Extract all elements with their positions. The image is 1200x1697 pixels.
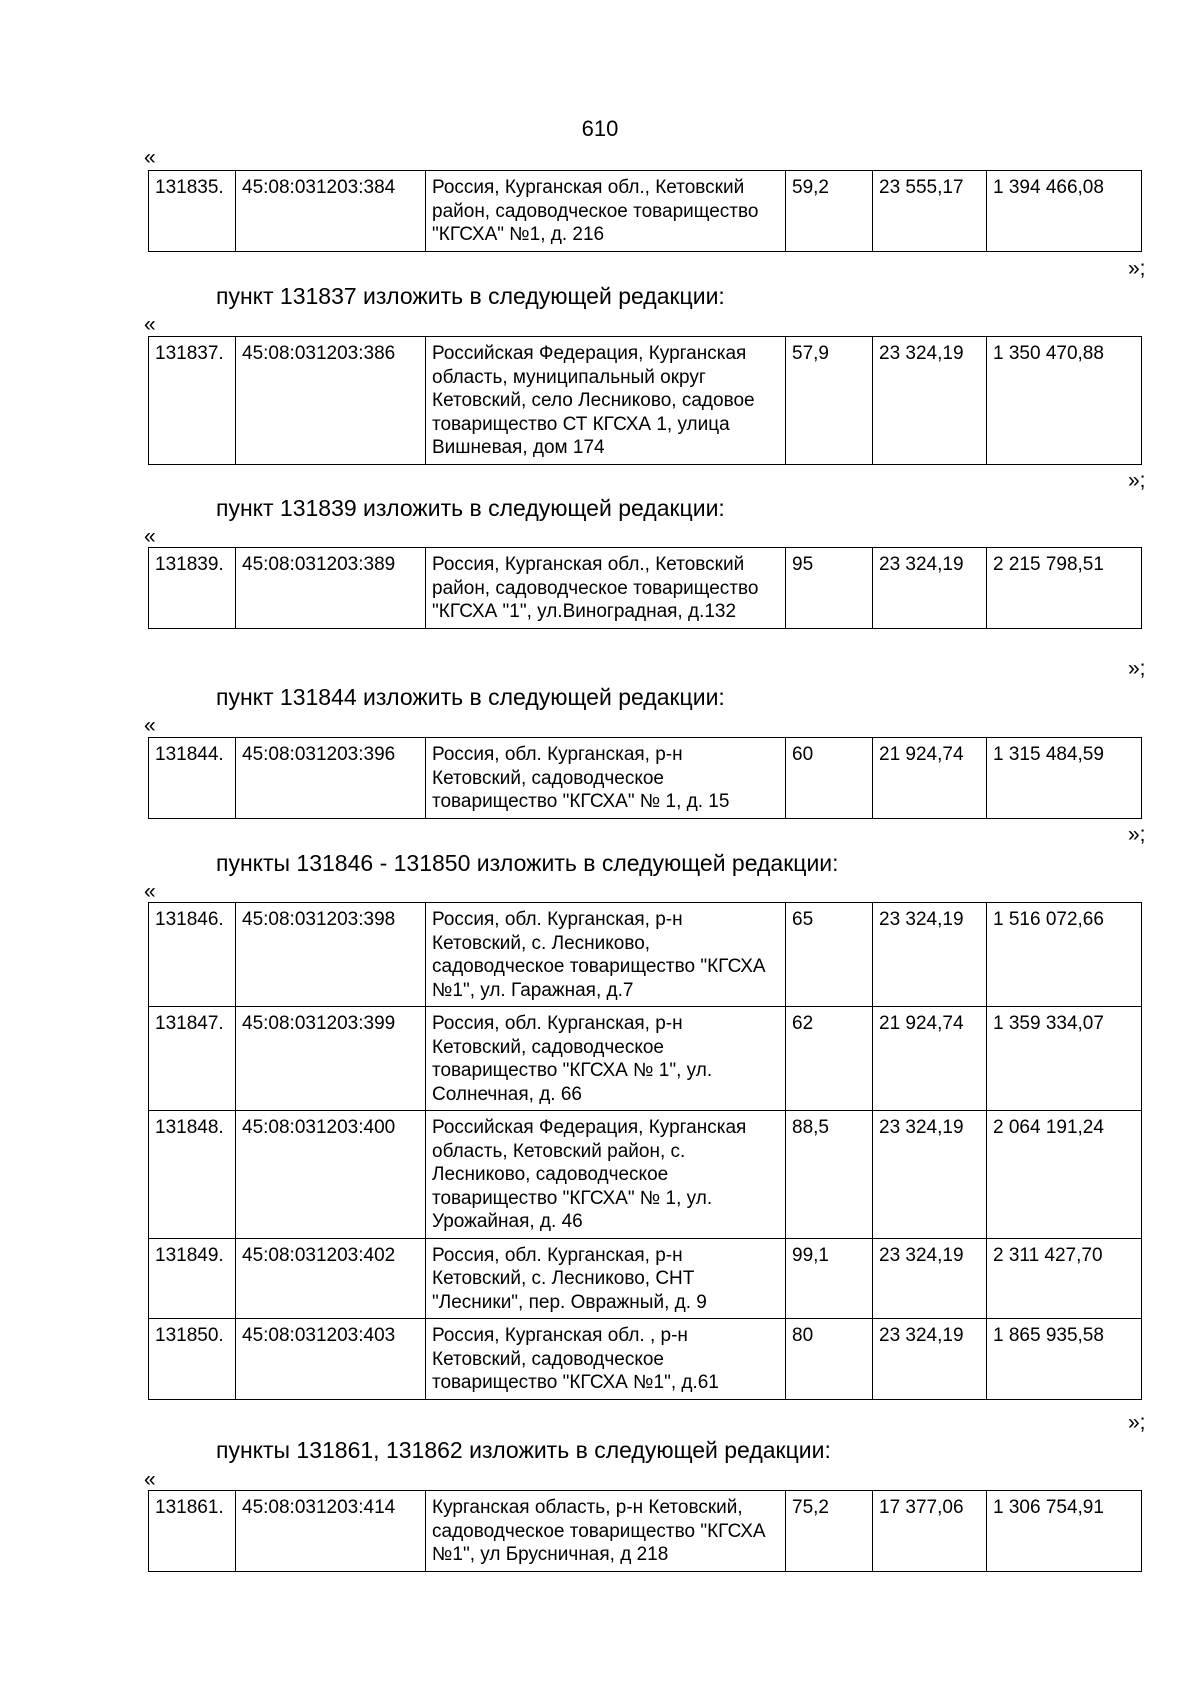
unit-price: 23 324,19 bbox=[873, 1319, 987, 1400]
close-quote: »; bbox=[1128, 823, 1146, 846]
address: Россия, обл. Курганская, р-н Кетовский, с. Лесниково, СНТ "Лесники", пер. Овражный, д. 9 bbox=[426, 1238, 786, 1319]
instruction: пункт 131844 изложить в следующей редакции: bbox=[216, 684, 725, 710]
close-quote: »; bbox=[1128, 1411, 1146, 1434]
open-quote: « bbox=[144, 880, 156, 903]
address: Российская Федерация, Курганская область, муниципальный округ Кетовский, село Лесниково, садовое товарищество СТ КГСХА 1, улица Вишневая, дом 174 bbox=[426, 337, 786, 465]
address: Россия, обл. Курганская, р-н Кетовский, с. Лесниково, садоводческое товарищество "КГСХА №1", ул. Гаражная, д.7 bbox=[426, 903, 786, 1007]
total-value: 2 064 191,24 bbox=[987, 1111, 1142, 1239]
cadastral-number: 45:08:031203:402 bbox=[236, 1238, 426, 1319]
address: Россия, Курганская обл., Кетовский район, садоводческое товарищество "КГСХА" №1, д. 216 bbox=[426, 171, 786, 252]
item-number: 131839. bbox=[149, 548, 236, 629]
entries-table bbox=[148, 170, 1142, 252]
instruction: пункты 131846 - 131850 изложить в следующей редакции: bbox=[216, 850, 839, 876]
cadastral-number: 45:08:031203:396 bbox=[236, 738, 426, 819]
instruction: пункты 131861, 131862 изложить в следующей редакции: bbox=[216, 1437, 831, 1463]
item-number: 131847. bbox=[149, 1007, 236, 1111]
open-quote: « bbox=[144, 146, 156, 169]
close-quote: »; bbox=[1128, 657, 1146, 680]
table-row bbox=[149, 1319, 1142, 1400]
instruction: пункт 131837 изложить в следующей редакции: bbox=[216, 283, 725, 309]
entries-table bbox=[148, 902, 1142, 1400]
total-value: 2 311 427,70 bbox=[987, 1238, 1142, 1319]
cadastral-number: 45:08:031203:403 bbox=[236, 1319, 426, 1400]
unit-price: 23 324,19 bbox=[873, 1111, 987, 1239]
close-quote: »; bbox=[1128, 257, 1146, 280]
cadastral-number: 45:08:031203:414 bbox=[236, 1491, 426, 1572]
address: Россия, обл. Курганская, р-н Кетовский, садоводческое товарищество "КГСХА" № 1, д. 15 bbox=[426, 738, 786, 819]
area: 59,2 bbox=[786, 171, 873, 252]
table-row bbox=[149, 171, 1142, 252]
item-number: 131835. bbox=[149, 171, 236, 252]
entries-table bbox=[148, 547, 1142, 629]
table-row bbox=[149, 1111, 1142, 1239]
address: Российская Федерация, Курганская область, Кетовский район, с. Лесниково, садоводческое товарищество "КГСХА" № 1, ул. Урожайная, д. 46 bbox=[426, 1111, 786, 1239]
area: 88,5 bbox=[786, 1111, 873, 1239]
total-value: 1 516 072,66 bbox=[987, 903, 1142, 1007]
cadastral-number: 45:08:031203:389 bbox=[236, 548, 426, 629]
entries-table bbox=[148, 336, 1142, 465]
unit-price: 17 377,06 bbox=[873, 1491, 987, 1572]
unit-price: 23 324,19 bbox=[873, 337, 987, 465]
table-row bbox=[149, 1491, 1142, 1572]
open-quote: « bbox=[144, 1468, 156, 1491]
total-value: 1 315 484,59 bbox=[987, 738, 1142, 819]
area: 57,9 bbox=[786, 337, 873, 465]
table-row bbox=[149, 337, 1142, 465]
table-row bbox=[149, 903, 1142, 1007]
item-number: 131861. bbox=[149, 1491, 236, 1572]
area: 80 bbox=[786, 1319, 873, 1400]
unit-price: 23 555,17 bbox=[873, 171, 987, 252]
total-value: 1 306 754,91 bbox=[987, 1491, 1142, 1572]
table-row bbox=[149, 548, 1142, 629]
unit-price: 21 924,74 bbox=[873, 1007, 987, 1111]
entries-table bbox=[148, 737, 1142, 819]
item-number: 131846. bbox=[149, 903, 236, 1007]
address: Россия, Курганская обл. , р-н Кетовский, садоводческое товарищество "КГСХА №1", д.61 bbox=[426, 1319, 786, 1400]
instruction: пункт 131839 изложить в следующей редакции: bbox=[216, 495, 725, 521]
item-number: 131844. bbox=[149, 738, 236, 819]
area: 95 bbox=[786, 548, 873, 629]
cadastral-number: 45:08:031203:400 bbox=[236, 1111, 426, 1239]
total-value: 2 215 798,51 bbox=[987, 548, 1142, 629]
table-row bbox=[149, 738, 1142, 819]
open-quote: « bbox=[144, 525, 156, 548]
item-number: 131849. bbox=[149, 1238, 236, 1319]
open-quote: « bbox=[144, 714, 156, 737]
unit-price: 23 324,19 bbox=[873, 548, 987, 629]
total-value: 1 359 334,07 bbox=[987, 1007, 1142, 1111]
item-number: 131848. bbox=[149, 1111, 236, 1239]
area: 62 bbox=[786, 1007, 873, 1111]
item-number: 131837. bbox=[149, 337, 236, 465]
total-value: 1 350 470,88 bbox=[987, 337, 1142, 465]
area: 60 bbox=[786, 738, 873, 819]
unit-price: 23 324,19 bbox=[873, 1238, 987, 1319]
total-value: 1 865 935,58 bbox=[987, 1319, 1142, 1400]
item-number: 131850. bbox=[149, 1319, 236, 1400]
cadastral-number: 45:08:031203:384 bbox=[236, 171, 426, 252]
page-number: 610 bbox=[581, 116, 619, 141]
unit-price: 21 924,74 bbox=[873, 738, 987, 819]
close-quote: »; bbox=[1128, 469, 1146, 492]
entries-table bbox=[148, 1490, 1142, 1572]
address: Россия, обл. Курганская, р-н Кетовский, садоводческое товарищество "КГСХА № 1", ул. Солнечная, д. 66 bbox=[426, 1007, 786, 1111]
cadastral-number: 45:08:031203:398 bbox=[236, 903, 426, 1007]
table-row bbox=[149, 1238, 1142, 1319]
unit-price: 23 324,19 bbox=[873, 903, 987, 1007]
address: Курганская область, р-н Кетовский, садоводческое товарищество "КГСХА №1", ул Брусничная, д 218 bbox=[426, 1491, 786, 1572]
area: 99,1 bbox=[786, 1238, 873, 1319]
cadastral-number: 45:08:031203:386 bbox=[236, 337, 426, 465]
total-value: 1 394 466,08 bbox=[987, 171, 1142, 252]
table-row bbox=[149, 1007, 1142, 1111]
open-quote: « bbox=[144, 313, 156, 336]
cadastral-number: 45:08:031203:399 bbox=[236, 1007, 426, 1111]
area: 65 bbox=[786, 903, 873, 1007]
address: Россия, Курганская обл., Кетовский район, садоводческое товарищество "КГСХА "1", ул.Виноградная, д.132 bbox=[426, 548, 786, 629]
area: 75,2 bbox=[786, 1491, 873, 1572]
